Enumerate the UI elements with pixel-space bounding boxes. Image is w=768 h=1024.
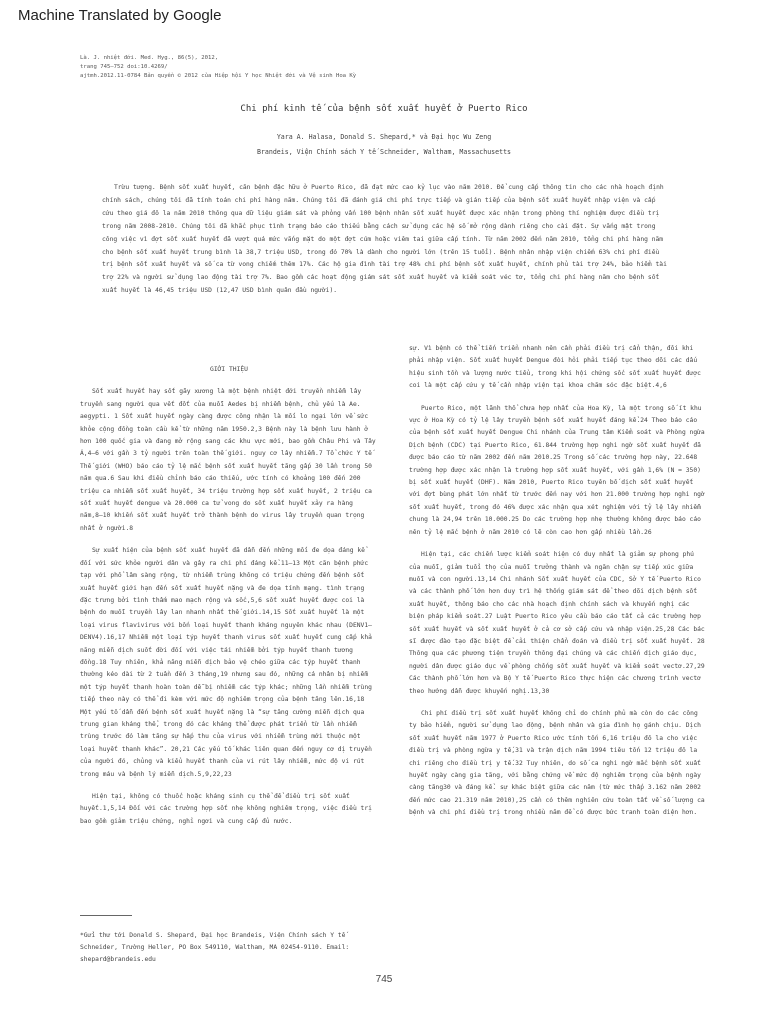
paragraph: Puerto Rico, một lãnh thổ chưa hợp nhất của Hoa Kỳ, là một trong số ít khu vực ở Hoa Kỳ có tỷ lệ lây truyền bệnh sốt xuất huyết đáng kể.24 Theo báo cáo của bệnh sốt xuất huyết Dengue Chi nhánh của Trung tâm Kiểm soát và Phòng ngừa Dịch bệnh (CDC) tại Puerto Rico, 61.844 trường hợp nghi ngờ sốt xuất huyết đã được báo cáo từ năm 2002 đến năm 2010.25 Trong số các trường hợp này, 22.648 trường hợp được xác nhận là trường hợp sốt xuất huyết, với gần 1,6% (N = 350) bị sốt xuất huyết (DHF). Năm 2010, Puerto Rico tuyên bố dịch sốt xuất huyết với đợt bùng phát lớn nhất từ trước đến nay với hơn 21.000 trường hợp nghi ngờ sốt xuất huyết, trong đó 46% được xác nhận qua xét nghiệm với tỷ lệ lây nhiễm chung là 24,94 trên 10.000.25 Do các trường hợp nhẹ thường không được báo cáo nên tỷ lệ mắc bệnh ở năm 2010 có lẽ còn cao hơn gấp nhiều lần.26 bbox=[409, 404, 705, 536]
machine-translated-banner: Machine Translated by Google bbox=[18, 7, 222, 24]
paragraph: sự. Vì bệnh có thể tiến triển nhanh nên cần phải điều trị cẩn thận, đôi khi phải nhập viện. Sốt xuất huyết Dengue đòi hỏi phải tiếp tục theo dõi các dấu hiệu sinh tồn và lượng nước tiểu, trong khi hội chứng sốc sốt xuất huyết được coi là một cấp cứu y tế cần nhập viện tại khoa chăm sóc đặc biệt.4,6 bbox=[409, 345, 701, 390]
left-column bbox=[80, 364, 378, 838]
paragraph: Chi phí điều trị sốt xuất huyết không chỉ do chính phủ mà còn do các công ty bảo hiểm, người sử dụng lao động, bệnh nhân và gia đình họ gánh chịu. Dịch sốt xuất huyết năm 1977 ở Puerto Rico ước tính tốn 6,16 triệu đô la cho việc điều trị và phòng ngừa y tế,31 và trận dịch năm 1994 tiêu tốn 12 triệu đô la chi riêng cho điều trị y tế.32 Tuy nhiên, do số ca nghi ngờ mắc bệnh sốt xuất huyết ngày càng gia tăng, với bằng chứng về mức độ nghiêm trọng của bệnh ngày càng tăng30 và đáng kể. sự khác biệt giữa các năm (từ mức thấp 3.162 năm 2002 đến mức cao 21.319 năm 2010),25 cần có thêm nghiên cứu toàn tất về số lượng ca bệnh và chi phí điều trị trong nhiều năm để có được bức tranh toàn diện hơn. bbox=[409, 709, 705, 817]
journal-citation bbox=[80, 54, 356, 81]
paragraph: Sốt xuất huyết hay sốt gãy xương là một bệnh nhiệt đới truyền nhiễm lây truyền sang người qua vết đốt của muỗi Aedes bị nhiễm bệnh, chủ yếu là Ae. aegypti. 1 Sốt xuất huyết ngày càng được công nhận là mối lo ngại lớn về sức khỏe cộng đồng toàn cầu kể từ những năm 1950.2,3 Bệnh này là bệnh lưu hành ở hơn 100 quốc gia và đang mở rộng sang các khu vực mới, bao gồm Châu Phi và Tây Á,4–6 với gần 3 tỷ người trên toàn thế giới. nguy cơ lây nhiễm.7 Tổ chức Y tế Thế giới (WHO) báo cáo tỷ lệ mắc bệnh sốt xuất huyết tăng gấp 30 lần trong 50 năm qua.6 Sau khi điều chỉnh báo cáo thiếu, ước tính có khoảng 100 đến 200 triệu ca nhiễm sốt xuất huyết, 34 triệu trường hợp sốt xuất huyết, 2 triệu ca sốt xuất huyết dengue và 20.000 ca tử vong do sốt xuất huyết xảy ra hàng năm,8–10 khiến sốt xuất huyết trở thành bệnh do virus lây truyền quan trọng nhất ở người.8 bbox=[80, 388, 376, 532]
right-column bbox=[409, 343, 707, 830]
paragraph: Hiện tại, không có thuốc hoặc kháng sinh cụ thể để điều trị sốt xuất huyết.1,5,14 Đối với các trường hợp sốt nhẹ không nghiêm trọng, việc điều trị bao gồm giảm triệu chứng, nghỉ ngơi và cung cấp đủ nước. bbox=[80, 793, 372, 825]
paper-title: Chi phí kinh tế của bệnh sốt xuất huyết ở Puerto Rico bbox=[240, 104, 528, 114]
paragraph: Sự xuất hiện của bệnh sốt xuất huyết đã dẫn đến những mối đe dọa đáng kể đối với sức khỏe người dân và gây ra chi phí đáng kể.11–13 Một căn bệnh phức tạp với phổ lâm sàng rộng, từ nhiễm trùng không có triệu chứng đến bệnh sốt xuất huyết giới hạn đến sốt xuất huyết nặng và đe dọa tính mạng. tình trạng đặc trưng bởi tình thấm mao mạch rộng và sốc,5,6 sốt xuất huyết được coi là bệnh do muỗi truyền lây lan nhanh nhất thế giới.14,15 Sốt xuất huyết là một loại virus flavivirus với bốn loại huyết thanh kháng nguyên khác nhau (DENV1–DENV4).16,17 Nhiễm một loại týp huyết thanh virus sốt xuất huyết cung cấp khả năng miễn dịch suốt đời đối với việc tái nhiễm bởi týp huyết thanh tương đồng.18 Tuy nhiên, khả năng miễn dịch bảo vệ chéo giữa các týp huyết thanh thường kéo dài từ 2 tuần đến 3 tháng,19 nhưng sau đó, những cá nhân bị nhiễm một týp huyết thanh hoàn toàn dễ bị nhiễm các týp khác; những lần nhiễm trùng tiếp theo này có thể đi kèm với mức độ nghiêm trọng của bệnh tăng lên.16,18 Một yếu tố dẫn đến bệnh sốt xuất huyết nặng là “sự tăng cường miễn dịch qua trung gian kháng thể, trong đó các kháng thể được phát triển từ lần nhiễm trùng trước đó làm tăng sự hấp thu của virus với nhiễm trùng mới thuộc một loại huyết thanh khác”. 20,21 Các yếu tố khác liên quan đến nguy cơ dị truyền của người đó, chủng và kiểu huyết thanh của vi rút lây nhiễm, mức độ vi rút trong máu và bệnh lý miễn dịch.5,9,22,23 bbox=[80, 547, 372, 778]
section-heading-introduction: GIỚI THIỆU bbox=[210, 366, 248, 373]
citation-line-1: Là. J. nhiệt đới. Med. Hyg., 86(5), 2012, bbox=[80, 55, 219, 61]
paragraph: Hiện tại, các chiến lược kiểm soát hiện có duy nhất là giảm sự phong phú của muỗi, giảm tuổi thọ của muỗi trưởng thành và ngăn chặn sự tiếp xúc giữa muỗi và con người.13,14 Chi nhánh Sốt xuất huyết của CDC, Sở Y tế Puerto Rico và các thành phố lớn hơn duy trì hệ thống giám sát để theo dõi dịch bệnh sốt xuất huyết, thông báo cho các nhà hoạch định chính sách và khuyến nghị các biện pháp kiểm soát.27 Luật Puerto Rico yêu cầu báo cáo tất cả các trường hợp sốt xuất huyết và sốt xuất huyết ở cả cơ sở cấp cứu và nhập viện.25,28 Các bác sĩ được đào tạo đặc biệt để cải thiện chẩn đoán và điều trị sốt xuất huyết. 28 Thông qua các phương tiện truyền thông đại chúng và các chiến dịch giáo dục, người dân được giáo dục về phòng chống sốt xuất huyết và kiểm soát vectơ.27,29 Các thành phố lớn hơn và Bộ Y tế Puerto Rico thực hiện các chương trình vectơ theo hướng dẫn được khuyến nghị.13,30 bbox=[409, 551, 705, 695]
abstract: Trừu tượng. Bệnh sốt xuất huyết, căn bệnh đặc hữu ở Puerto Rico, đã đạt mức cao kỷ lục vào năm 2010. Để cung cấp thông tin cho các nhà hoạch định chính sách, chúng tôi đã tính toán chi phí hàng năm. Chúng tôi đã đánh giá chi phí trực tiếp và gián tiếp của bệnh sốt xuất huyết nhập viện và cấp cứu theo giá đô la năm 2010 thông qua dữ liệu giám sát và phỏng vấn 100 bệnh nhân sốt xuất huyết được xác nhận trong phòng thí nghiệm được điều trị trong năm 2008-2010. Chúng tôi đã khắc phục tình trạng báo cáo thiếu bằng cách sử dụng các hệ số mở rộng dành riêng cho cài đặt. Sự vắng mặt trong công việc vì đợt sốt xuất huyết đã vượt quá mức vắng mặt do một đợt cúm hoặc viêm tai giữa cấp tính. Từ năm 2002 đến năm 2010, tổng chi phí hàng năm cho bệnh sốt xuất huyết trung bình là 38,7 triệu USD, trong đó 70% là dành cho người lớn (trên 15 tuổi). Bệnh nhân nhập viện chiếm 63% chi phí điều trị bệnh sốt xuất huyết và số ca từ vong chiếm thêm 17%. Các hộ gia đình tài trợ 48% chi phí bệnh sốt xuất huyết, chính phủ tài trợ 24%, bảo hiểm tài trợ 22% và người sử dụng lao động tài trợ 7%. Bao gồm các hoạt động giám sát sốt xuất huyết và kiểm soát véc tơ, tổng chi phí hàng năm cho bệnh sốt xuất huyết là 46,45 triệu USD (12,47 USD bình quân đầu người). bbox=[102, 184, 667, 295]
citation-line-2: trang 745–752 doi:10.4269/ bbox=[80, 64, 168, 70]
citation-line-3: ajtmh.2012.11-0784 Bản quyền © 2012 của Hiệp hội Y học Nhiệt đới và Vệ sinh Hoa Kỳ bbox=[80, 73, 357, 79]
author-list: Yara A. Halasa, Donald S. Shepard,* và Đại học Wu Zeng bbox=[276, 133, 492, 141]
footnote-divider bbox=[80, 915, 132, 916]
affiliation: Brandeis, Viện Chính sách Y tế Schneider, Waltham, Massachusetts bbox=[256, 148, 512, 156]
correspondence-footnote: *Gửi thư tới Donald S. Shepard, Đại học Brandeis, Viện Chính sách Y tế Schneider, Trường Heller, PO Box 549110, Waltham, MA 02454-9110. Email: shepard@brandeis.edu bbox=[80, 932, 350, 963]
page-number: 745 bbox=[375, 974, 393, 985]
